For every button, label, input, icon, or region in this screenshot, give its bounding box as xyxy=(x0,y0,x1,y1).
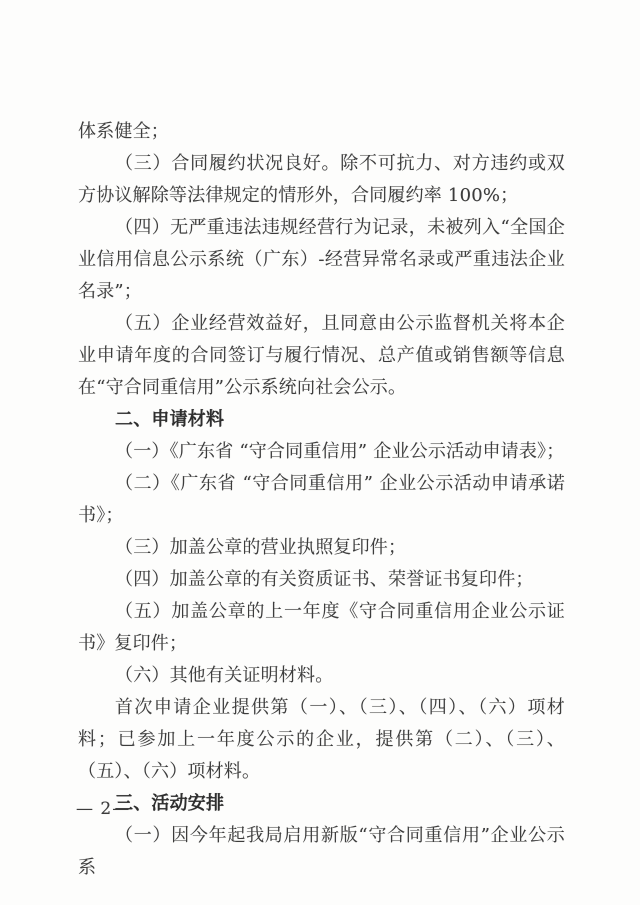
paragraph: 体系健全； xyxy=(78,121,169,142)
paragraph: （三）加盖公章的营业执照复印件； xyxy=(115,537,407,558)
paragraph: （一）《广东省 “守合同重信用” 企业公示活动申请表》； xyxy=(115,441,565,462)
paragraph: （六）其他有关证明材料。 xyxy=(115,665,334,686)
paragraph: （四）加盖公章的有关资质证书、荣誉证书复印件； xyxy=(115,569,534,590)
paragraph: （五）企业经营效益好，且同意由公示监督机关将本企业申请年度的合同签订与履行情况、总产值或销售额等信息在“守合同重信用”公示系统向社会公示。 xyxy=(78,313,565,398)
paragraph: （四）无严重违法违规经营行为记录，未被列入“全国企业信用信息公示系统（广东）-经营异常名录或严重违法企业名录”； xyxy=(78,217,565,302)
paragraph: 首次申请企业提供第（一）、（三）、（四）、（六）项材料；已参加上一年度公示的企业，提供第（二）、（三）、（五）、（六）项材料。 xyxy=(78,697,565,782)
section-heading: 二、申请材料 xyxy=(115,409,225,430)
paragraph: （三）合同履约状况良好。除不可抗力、对方违约或双方协议解除等法律规定的情形外，合同履约率 100%； xyxy=(78,153,565,206)
page-number: — 2— xyxy=(76,799,131,819)
paragraph: （二）《广东省 “守合同重信用” 企业公示活动申请承诺书》； xyxy=(78,473,565,526)
section-heading: 三、活动安排 xyxy=(115,793,225,814)
document-body xyxy=(78,116,565,884)
paragraph: （五）加盖公章的上一年度《守合同重信用企业公示证书》复印件； xyxy=(78,601,565,654)
paragraph: （一）因今年起我局启用新版“守合同重信用”企业公示系 xyxy=(78,825,565,878)
